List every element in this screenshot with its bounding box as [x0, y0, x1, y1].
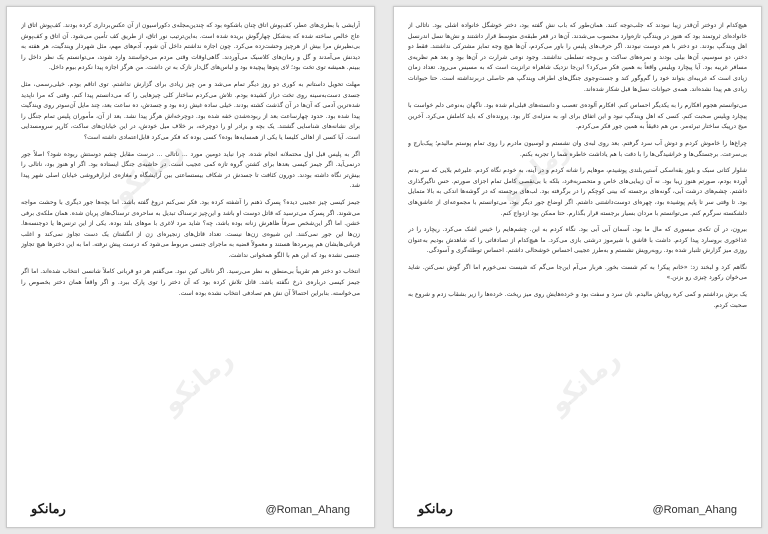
paragraph: اگر به پلیس قبل اول محتملانه انجام شده. چرا نباید دومین مورد ... ناتالی ... درست مقابل چشم دوستش ربوده شود؟ اصلاً جور درنمی‌آید. اگر جیمز کیسی بعد‌ها برای کشتن گروه تازه کمی عجیب است. در حاشیه‌ی جنگل ایستاده بود. اگر او هنوز بود، ناتالی را بیش‌تر نگاه داشته بودند. دورون کثافت تا جسدش در شکاف بیستساعتی بین آرایشگاه و مغازه‌ی ابزارفروشی خیابان اصلی شهر پیدا شد. — [21, 150, 360, 190]
paragraph: می‌توانستم هجوم افکارم را به یکدیگر احساس کنم. افکارم آلوده‌ی تعصب و دانسته‌های قبلی‌ام شده بود. ناگهان به‌نوعی دلم خواست با پیچارد ویلیس صحبت کنم. کسی که اهل ویندگپ نبود و این اتفاق برای او، به منزله‌ی کار بود. پرونده‌ای که باید کاملش می‌کرد. آخرین میخ درپیک ساختار تبرئه‌مر. من هم دقیقاً به همین جور فکر می‌کردم. — [408, 102, 747, 131]
page-footer — [31, 499, 350, 517]
watermark: رمانکو — [543, 344, 627, 420]
paragraph: انتخاب دو دختر هم تقریباً بی‌منطق به نظر می‌رسید. اگر ناتالی کین نبود. می‌گفتم هر دو قربانی کاملاً شانسی انتخاب شده‌اند. اما اگر جیمز کیسی درباره‌ی ذرخ نگفته باشد. قاتل تلاش کرده بود که آن دختر را توی پارک ببرد. و اگر واقعاً همان دختر بخصوص را می‌خواسته. بنابراین احتمالاً آن نش هم تصادفی انتخاب نشده بوده است. — [21, 268, 360, 297]
book-page-right — [393, 6, 762, 528]
channel-handle: @Roman_Ahang — [652, 504, 737, 516]
paragraph: جیمز کیسی چیز عجیبی دیده؟ پسرک ذهنم را آشفته کرده بود. فکر نمی‌کنم دروغ گفته باشد. اما بچه‌ها جور دیگری با وحشت مواجه می‌شوند. اگر پسرک می‌ترسید که قاتل دوست او باشد و این‌چیز ترسناک تبدیل به ساحره‌ی ترسناک‌های پریان شده. همان ملکه‌ی برفی خشن. اما اگر این‌شخص صرفاً ظاهرش زنانه بوده باشد، چه؟ شاید مرد لاغری با موهای بلند بوده. یکی از این ترنس‌ها یا دوجنسه‌ها. زن‌ها این جور نمی‌کنند. این شیوه‌ی زن‌ها نیست. تعداد قاتل‌های زنجیره‌ای زن از انگشتان یک دست تجاوز نمی‌کند و اغلب قربانی‌هایشان هم پیرمردها هستند و معمولاً قضیه به ماجرای جنسی مربوط می‌شود که درست پیش نرفته. اما به این دخترها هیچ تجاوز جنسی نشده بود که این هم با الگو همخوانی نداشت. — [21, 198, 360, 259]
watermark: رمانکو — [156, 344, 240, 420]
paragraph: نگاهم کرد و لبخند زد: «خانم پیکر! به کم شست بخور. هربار می‌آم این‌جا می‌گم که شیست نمی‌خورم اما اگر گوش نمی‌کنن. شاید می‌خوان رکورد چیزی رو بزنن.» — [408, 263, 747, 282]
paragraph: آرایشی با بطری‌های عطر، کف‌پوش اتاق چنان باشکوه بود که چندین‌مجله‌ی دکوراسیون از آن عکس‌برداری کرده بودند. کف‌پوش اتاق از عاج خالص ساخته شده که به‌شکل چهارگوش بریده شده است. به‌این‌ترتیب نور اتاق، از طریق کف تأمین می‌شود. آن اتاق و کف‌پوش بی‌نظیرش مرا بیش از هرچیز وحشت‌زده می‌کرد. چون اجازه نداشتم داخل آن شوم. آدم‌های مهم، مثل شهردار ویندگیت، هر هفته به دیدنش می‌آمدند و گل و رمان‌های کلاسیک می‌آوردند. گاهی‌اوقات وقتی مردم می‌خواستند وارد شوند، می‌توانستم یک نظر داخل را ببینم. همیشه توی تخت بود؛ لای پتوها پیچیده بود و لباس‌های گل‌دار نازک به تن داشت. من هرگز اجازه پیدا نکردم بیوم داخل. — [21, 22, 360, 72]
page-text — [408, 21, 747, 493]
page-footer — [418, 499, 737, 517]
paragraph: یک برش برداشتم و کمی کره رویاش مالیدم. نان سرد و سفت بود و خرده‌هایش روی میز ریخت. خرده‌ها را زیر بشقاب زدم و شروع به صحبت کردم. — [408, 291, 747, 309]
publisher-logo: رمانکو — [31, 502, 66, 517]
paragraph: مهلت تحویل داستانم به کوری دو روز دیگر تمام می‌شد و من چیز زیادی برای گزارش نداشتم. توی اتاقم بودم. خیلی‌رسمی، مثل جسدی دست‌به‌سینه روی تخت دراز کشیده بودم. تلاش می‌کردم ساختار کلی چیزهایی را که می‌دانستم پیدا کنم. وقتی که مرا ناپدید شده‌ترین آدمی که آن‌ها در آن گذشت کشته بودند. خیلی ساده غیش زده بود و جسدش، ده ساعت بعد، چند مایل آن‌سوتر روی ویندگیت پیدا شده بود. حدود چهارساعت بعد از ربوده‌شدن خفه شده بود. دوچرخه‌اش هرگز پیدا نشد. بعد از آن، مأموران پلیس تمام جنگل را برای نشانه‌های شناسایی گشتند. یک بچه و برادر او را دوچرخه، بر خلاف میل خودش، در این خیابان‌های ساکت، کارپر سرومسدایی است. آیا کسی از اهالی کلیسا یا یکی از همسایه‌ها بوده؟ کسی بوده که فکر می‌کرد قابل‌اعتمادی داشته است؟ — [21, 80, 360, 141]
channel-handle: @Roman_Ahang — [265, 504, 350, 516]
paragraph: هیچ‌کدام از دوختر آن‌قدر زیبا نبودند که جلب‌توجه کنند. همان‌طور که باب نش گفته بود، دختر خوشگل خانواده اشلی بود. ناتالی از خانواده‌ای ثروتمند بود که هنوز در ویندگپ تازه‌وارد محسوب می‌شدند. آن‌ها در قعر طبقه‌ی متوسط قرار داشتند و نش‌ها نسل اندرنسل اهل ویندگپ بودند. دو دختر با هم دوست نبودند. اگر حرف‌های پلیس را باور می‌کردم، آن‌ها هیچ وجه تمایز مشترکی نداشتند. فقط دو دختر، دو سوسیم، آن‌ها بیلی بودند و نمره‌های ساکت و بی‌وجه تسلطی نداشتند. وجود نوعی شرارت در آن‌ها بود و بعد هم نظریه‌ی مسافر غریبه بود. آیا پیچارد ویلیس واقعاً به همین فکر می‌کرد؟ این‌جا نزدیک شاهراه ترانزیت است که به مسیس می‌رود. تعداد زمان زیادی است که غریبه‌ای بتواند خود را گم‌وگور کند و جست‌وجوی جنگل‌های اطراف ویندگپ هم حاصلی دربرنداشته است. حتا حیوانات زیادی هم پیدا نشده‌اند. همه‌ی حیوانات نسل‌ها قبل شکار شده‌اند. — [408, 22, 747, 93]
paragraph: بیرون، در آن تکه‌ی میسوری که مال ما بود، آسمان آبی آبی بود. نگاه کردم به این. چشم‌هایم را خیس اشک می‌کرد. ریچارد را در غذاخوری بروسارد پیدا کردم. داشت با قاشق با شیرموز درشتی بازی می‌کرد. ما هیچ‌کدام از تصادفاتی را که شاهدش بودیم به‌عنوان روزی میز گزارش تلنبار شده بود. روبه‌رویش نشستم و به‌طرز عجیبی احساس خوشحالی داشتم. احساس توطئه‌گری و آسودگی. — [408, 226, 747, 255]
paragraph: چراغ‌ها را خاموش کردم و دوش آب سرد گرفتم. بعد روی لبه‌ی وان نشستم و لوسیون مادرم را روی تمام پوستم مالیدم؛ پیک‌بارج و بی‌سرعت. برجستگی‌ها و خراشیدگی‌ها را با دقت با هم یاداشت خاطره شما را تجربه بکنم. — [408, 139, 747, 158]
publisher-logo: رمانکو — [418, 502, 453, 517]
paragraph: شلوار کتانی سبک و بلوز یقه‌اسکی آستین‌بلندی پوشیدم، موهایم را شانه کردم و در آینه، به خودم نگاه کردم. علیرغم بلایی که سر بدنم آورده بودم، صورتم هنوز زیبا بود. نه آن زیبایی‌های خاص و متحصربه‌فرد، بلکه با بی‌نقصی کامل تمام اجزای صورتم. حس ناگیرگذاری داشتم. چشم‌های درشت آبی، گونه‌های برجسته که بینی کوچکم را در برگرفته بود. لب‌های برجسته که در گوشه‌ها اندکی به بالا متمایل بود. تا وقتی سر تا پایم پوشیده بود، چهره‌ای دوست‌داشتنی داشتم. اگر اوضاع جور دیگر بود، می‌توانستم با مجموعه‌ای از عاشق‌های دلشکسته سرگرم کنم. می‌توانستم با مردان بسیار برجسته قرار بگذارم. حتا ممکن بود ازدواج کنم. — [408, 167, 747, 217]
watermark: رمانکو — [106, 134, 190, 210]
watermark: رمانکو — [493, 134, 577, 210]
page-text — [21, 21, 360, 493]
book-page-left — [6, 6, 375, 528]
